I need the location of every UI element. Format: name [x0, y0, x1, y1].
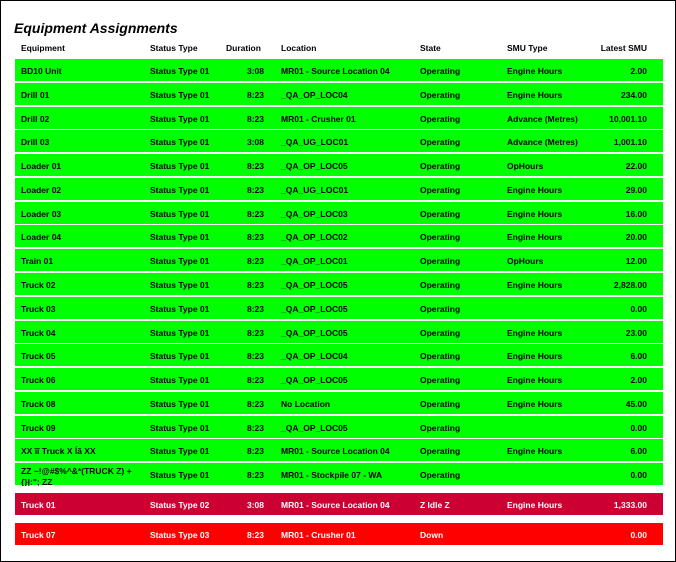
cell-location: _QA_OP_LOC02 — [281, 232, 348, 242]
cell-status-type: Status Type 01 — [150, 423, 210, 433]
cell-duration: 3:08 — [246, 137, 264, 147]
cell-latest-smu: 0.00 — [630, 530, 647, 540]
cell-location: MR01 - Source Location 04 — [281, 66, 390, 76]
table-row — [15, 368, 663, 390]
cell-duration: 3:08 — [246, 500, 264, 510]
header-status-type: Status Type — [150, 43, 198, 53]
table-row — [15, 249, 663, 271]
table-row — [15, 273, 663, 295]
table-row — [15, 225, 663, 247]
cell-status-type: Status Type 01 — [150, 161, 210, 171]
cell-status-type: Status Type 01 — [150, 399, 210, 409]
header-latest-smu: Latest SMU — [600, 43, 647, 53]
cell-location: _QA_OP_LOC05 — [281, 161, 348, 171]
cell-location: _QA_OP_LOC05 — [281, 280, 348, 290]
cell-latest-smu: 2.00 — [630, 375, 647, 385]
cell-latest-smu: 0.00 — [630, 470, 647, 480]
cell-latest-smu: 6.00 — [630, 351, 647, 361]
cell-state: Operating — [420, 423, 461, 433]
cell-status-type: Status Type 01 — [150, 375, 210, 385]
cell-smu-type: Engine Hours — [507, 399, 563, 409]
cell-equipment: ZZ ~!@#$%^&*(TRUCK Z) +{}|:"; ZZ — [21, 466, 132, 486]
cell-smu-type: Engine Hours — [507, 446, 563, 456]
cell-smu-type: Engine Hours — [507, 232, 563, 242]
header-state: State — [420, 43, 441, 53]
table-row — [15, 130, 663, 152]
cell-state: Operating — [420, 114, 461, 124]
cell-state: Operating — [420, 90, 461, 100]
cell-state: Z Idle Z — [420, 500, 450, 510]
cell-duration: 8:23 — [246, 256, 264, 266]
cell-duration: 8:23 — [246, 423, 264, 433]
table-row — [15, 463, 663, 485]
cell-duration: 8:23 — [246, 232, 264, 242]
cell-state: Operating — [420, 280, 461, 290]
table-row — [15, 416, 663, 438]
cell-status-type: Status Type 01 — [150, 328, 210, 338]
cell-smu-type: Engine Hours — [507, 280, 563, 290]
cell-smu-type: Engine Hours — [507, 328, 563, 338]
cell-equipment: Truck 05 — [21, 351, 56, 361]
cell-smu-type: OpHours — [507, 161, 544, 171]
cell-duration: 8:23 — [246, 446, 264, 456]
cell-location: _QA_OP_LOC05 — [281, 328, 348, 338]
cell-status-type: Status Type 01 — [150, 90, 210, 100]
cell-latest-smu: 0.00 — [630, 423, 647, 433]
report-title: Equipment Assignments — [14, 20, 178, 36]
cell-state: Operating — [420, 470, 461, 480]
cell-location: _QA_OP_LOC04 — [281, 351, 348, 361]
cell-smu-type: Engine Hours — [507, 90, 563, 100]
table-row — [15, 493, 663, 515]
cell-equipment: Truck 06 — [21, 375, 56, 385]
cell-duration: 8:23 — [246, 328, 264, 338]
cell-state: Operating — [420, 446, 461, 456]
cell-equipment: Truck 01 — [21, 500, 56, 510]
cell-latest-smu: 29.00 — [625, 185, 647, 195]
cell-latest-smu: 22.00 — [625, 161, 647, 171]
cell-smu-type: Engine Hours — [507, 351, 563, 361]
cell-status-type: Status Type 01 — [150, 470, 210, 480]
cell-state: Operating — [420, 256, 461, 266]
cell-status-type: Status Type 02 — [150, 500, 210, 510]
cell-state: Operating — [420, 232, 461, 242]
cell-status-type: Status Type 01 — [150, 256, 210, 266]
cell-equipment: Drill 01 — [21, 90, 50, 100]
cell-latest-smu: 0.00 — [630, 304, 647, 314]
cell-location: _QA_OP_LOC05 — [281, 375, 348, 385]
header-equipment: Equipment — [21, 43, 65, 53]
cell-duration: 8:23 — [246, 185, 264, 195]
cell-state: Operating — [420, 399, 461, 409]
table-row — [15, 178, 663, 200]
cell-equipment: Truck 03 — [21, 304, 56, 314]
cell-smu-type: Engine Hours — [507, 375, 563, 385]
cell-smu-type: Advance (Metres) — [507, 114, 578, 124]
cell-latest-smu: 23.00 — [625, 328, 647, 338]
table-row — [15, 59, 663, 81]
cell-latest-smu: 10,001.10 — [609, 114, 647, 124]
table-row — [15, 321, 663, 343]
cell-equipment: XX ĩĩ Truck X ĺã XX — [21, 446, 96, 456]
cell-duration: 8:23 — [246, 375, 264, 385]
cell-status-type: Status Type 01 — [150, 114, 210, 124]
cell-latest-smu: 12.00 — [625, 256, 647, 266]
cell-state: Operating — [420, 137, 461, 147]
table-row — [15, 297, 663, 319]
cell-duration: 8:23 — [246, 470, 264, 480]
cell-equipment: Truck 02 — [21, 280, 56, 290]
cell-duration: 8:23 — [246, 530, 264, 540]
cell-location: No Location — [281, 399, 331, 409]
cell-status-type: Status Type 03 — [150, 530, 210, 540]
cell-equipment: Truck 08 — [21, 399, 56, 409]
cell-duration: 8:23 — [246, 351, 264, 361]
cell-location: _QA_UG_LOC01 — [281, 137, 349, 147]
cell-status-type: Status Type 01 — [150, 446, 210, 456]
cell-state: Operating — [420, 328, 461, 338]
cell-duration: 8:23 — [246, 209, 264, 219]
cell-duration: 8:23 — [246, 161, 264, 171]
table-row — [15, 154, 663, 176]
cell-equipment: Loader 03 — [21, 209, 62, 219]
header-smu-type: SMU Type — [507, 43, 548, 53]
cell-state: Operating — [420, 185, 461, 195]
cell-location: MR01 - Source Location 04 — [281, 446, 390, 456]
cell-latest-smu: 45.00 — [625, 399, 647, 409]
cell-latest-smu: 2,828.00 — [613, 280, 647, 290]
cell-latest-smu: 234.00 — [621, 90, 647, 100]
cell-state: Operating — [420, 351, 461, 361]
cell-equipment: Train 01 — [21, 256, 54, 266]
cell-smu-type: Engine Hours — [507, 209, 563, 219]
cell-location: _QA_OP_LOC01 — [281, 256, 348, 266]
cell-state: Down — [420, 530, 444, 540]
cell-latest-smu: 16.00 — [625, 209, 647, 219]
cell-status-type: Status Type 01 — [150, 209, 210, 219]
cell-smu-type: Advance (Metres) — [507, 137, 578, 147]
table-row — [15, 439, 663, 461]
cell-location: MR01 - Stockpile 07 - WA — [281, 470, 383, 480]
cell-duration: 8:23 — [246, 304, 264, 314]
cell-status-type: Status Type 01 — [150, 304, 210, 314]
cell-latest-smu: 6.00 — [630, 446, 647, 456]
cell-equipment: Truck 04 — [21, 328, 56, 338]
cell-location: _QA_OP_LOC03 — [281, 209, 348, 219]
cell-state: Operating — [420, 375, 461, 385]
cell-location: _QA_UG_LOC01 — [281, 185, 349, 195]
cell-smu-type: OpHours — [507, 256, 544, 266]
cell-duration: 8:23 — [246, 399, 264, 409]
cell-state: Operating — [420, 161, 461, 171]
cell-state: Operating — [420, 209, 461, 219]
cell-equipment: Loader 02 — [21, 185, 62, 195]
cell-location: MR01 - Crusher 01 — [281, 530, 356, 540]
table-row — [15, 344, 663, 366]
cell-status-type: Status Type 01 — [150, 185, 210, 195]
cell-equipment: Truck 09 — [21, 423, 56, 433]
cell-location: _QA_OP_LOC05 — [281, 304, 348, 314]
table-row — [15, 392, 663, 414]
cell-latest-smu: 2.00 — [630, 66, 647, 76]
cell-duration: 8:23 — [246, 114, 264, 124]
cell-status-type: Status Type 01 — [150, 137, 210, 147]
cell-smu-type: Engine Hours — [507, 500, 563, 510]
cell-equipment: Loader 04 — [21, 232, 62, 242]
cell-equipment: BD10 Unit — [21, 66, 62, 76]
cell-smu-type: Engine Hours — [507, 185, 563, 195]
cell-location: MR01 - Source Location 04 — [281, 500, 390, 510]
table-row — [15, 523, 663, 545]
cell-equipment: Drill 02 — [21, 114, 50, 124]
table-header — [15, 43, 663, 57]
cell-smu-type: Engine Hours — [507, 66, 563, 76]
cell-state: Operating — [420, 304, 461, 314]
cell-latest-smu: 1,001.10 — [613, 137, 647, 147]
cell-latest-smu: 20.00 — [625, 232, 647, 242]
table-row — [15, 83, 663, 105]
cell-location: MR01 - Crusher 01 — [281, 114, 356, 124]
cell-equipment: Drill 03 — [21, 137, 50, 147]
cell-latest-smu: 1,333.00 — [613, 500, 647, 510]
cell-state: Operating — [420, 66, 461, 76]
cell-status-type: Status Type 01 — [150, 280, 210, 290]
header-duration: Duration — [226, 43, 261, 53]
cell-duration: 8:23 — [246, 280, 264, 290]
cell-status-type: Status Type 01 — [150, 351, 210, 361]
cell-location: _QA_OP_LOC04 — [281, 90, 348, 100]
cell-equipment: Truck 07 — [21, 530, 56, 540]
cell-duration: 3:08 — [246, 66, 264, 76]
cell-location: _QA_OP_LOC05 — [281, 423, 348, 433]
cell-status-type: Status Type 01 — [150, 66, 210, 76]
cell-equipment: Loader 01 — [21, 161, 62, 171]
cell-status-type: Status Type 01 — [150, 232, 210, 242]
table-row — [15, 202, 663, 224]
header-location: Location — [281, 43, 317, 53]
table-row — [15, 107, 663, 129]
cell-duration: 8:23 — [246, 90, 264, 100]
